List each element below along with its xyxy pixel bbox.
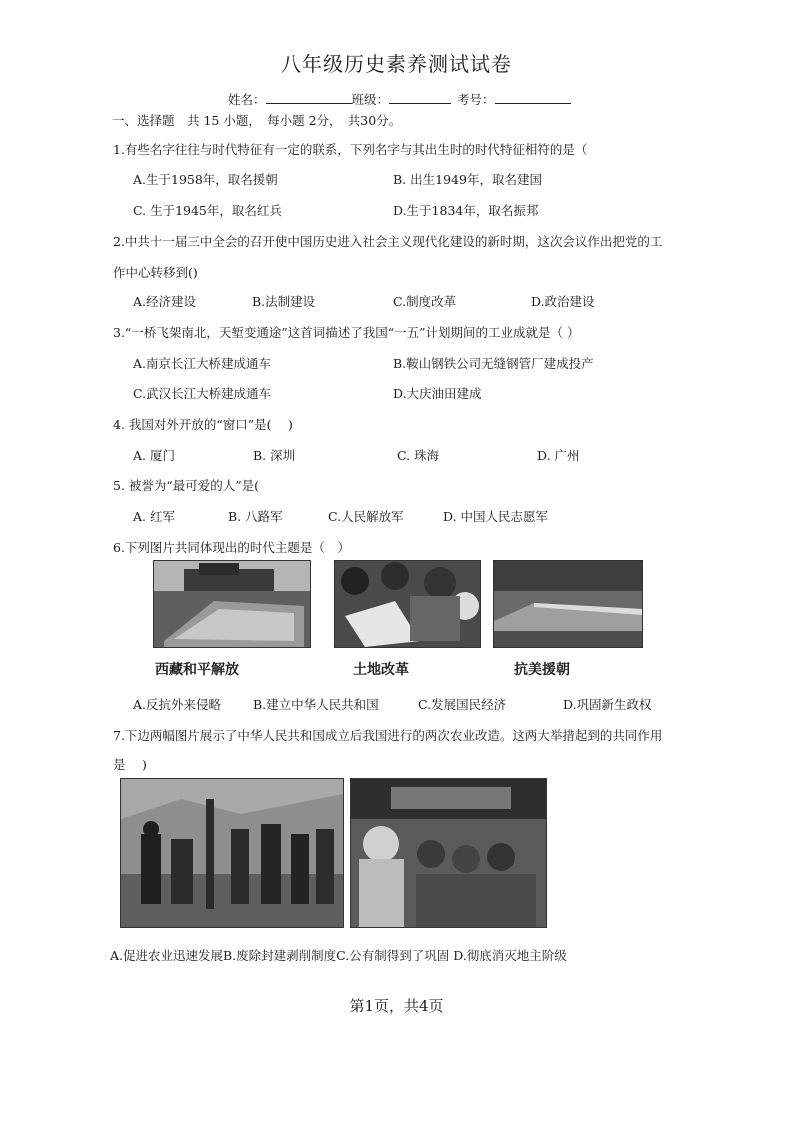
q2-option-a: A.经济建设 [133, 294, 197, 309]
q3-option-c: C.武汉长江大桥建成通车 [133, 386, 272, 401]
q7-options: A.促进农业迅速发展B.废除封建剥削制度C.公有制得到了巩固 D.彻底消灭地主阶级 [110, 948, 567, 963]
q1-option-b: B. 出生1949年，取名建国 [393, 172, 542, 187]
q6-option-d: D.巩固新生政权 [563, 697, 652, 712]
number-blank [495, 91, 571, 104]
name-label: 姓名： [228, 92, 266, 107]
q3-stem: 3.“一桥飞架南北，天堑变通途”这首词描述了我国“一五”计划期间的工业成就是（ ） [113, 325, 580, 340]
q5-option-a: A. 红军 [133, 509, 175, 524]
q5-option-c: C.人民解放军 [328, 509, 404, 524]
q6-option-b: B.建立中华人民共和国 [253, 697, 379, 712]
land-reform-photo [334, 560, 481, 648]
caption-tibet: 西藏和平解放 [155, 662, 239, 678]
q6-option-a: A.反抗外来侵略 [133, 697, 222, 712]
q6-option-c: C.发展国民经济 [418, 697, 507, 712]
q7-stem-line2: 是 ) [113, 757, 147, 772]
cooperative-meeting-photo [350, 778, 547, 928]
q2-stem-line2: 作中心转移到() [113, 265, 198, 280]
tibet-palace-photo [153, 560, 311, 648]
q4-option-a: A. 厦门 [133, 448, 175, 463]
class-label: 班级： [351, 92, 390, 107]
q3-option-d: D.大庆油田建成 [393, 386, 482, 401]
q2-option-c: C.制度改革 [393, 294, 457, 309]
number-label: 考号： [457, 92, 495, 107]
student-info-line [228, 90, 571, 108]
q5-option-b: B. 八路军 [228, 509, 283, 524]
q4-option-b: B. 深圳 [253, 448, 296, 463]
q1-option-a: A.生于1958年，取名援朝 [133, 172, 278, 187]
q1-option-c: C. 生于1945年，取名红兵 [133, 203, 282, 218]
q2-option-b: B.法制建设 [252, 294, 316, 309]
q5-option-d: D. 中国人民志愿军 [443, 509, 549, 524]
caption-korean-war: 抗美援朝 [514, 662, 570, 678]
q4-option-d: D. 广州 [537, 448, 580, 463]
class-blank [389, 91, 451, 104]
q3-option-b: B.鞍山钢铁公司无缝钢管厂建成投产 [393, 356, 594, 371]
q4-stem: 4. 我国对外开放的“窗口”是( ) [113, 417, 293, 432]
q5-stem: 5. 被誉为“最可爱的人”是( [113, 478, 260, 493]
q2-option-d: D.政治建设 [531, 294, 595, 309]
name-blank [266, 91, 352, 104]
q3-option-a: A.南京长江大桥建成通车 [133, 356, 272, 371]
q7-stem-line1: 7.下边两幅图片展示了中华人民共和国成立后我国进行的两次农业改造。这两大举措起到的共同作用 [113, 728, 663, 743]
page-title: 八年级历史素养测试试卷 [281, 52, 512, 76]
korean-war-bridge-photo [493, 560, 643, 648]
land-reform-field-photo [120, 778, 344, 928]
q4-option-c: C. 珠海 [397, 448, 440, 463]
q2-stem-line1: 2.中共十一届三中全会的召开使中国历史进入社会主义现代化建设的新时期，这次会议作出把党的工 [113, 234, 663, 249]
q6-stem: 6.下列图片共同体现出的时代主题是（ ） [113, 540, 350, 555]
page-footer: 第1页，共4页 [349, 997, 444, 1015]
caption-land-reform: 土地改革 [353, 662, 409, 678]
q1-stem: 1.有些名字往往与时代特征有一定的联系，下列名字与其出生时的时代特征相符的是（ [113, 142, 588, 157]
section-heading: 一、选择题 共 15 小题， 每小题 2分， 共30分。 [112, 113, 402, 128]
q1-option-d: D.生于1834年，取名振邦 [393, 203, 539, 218]
